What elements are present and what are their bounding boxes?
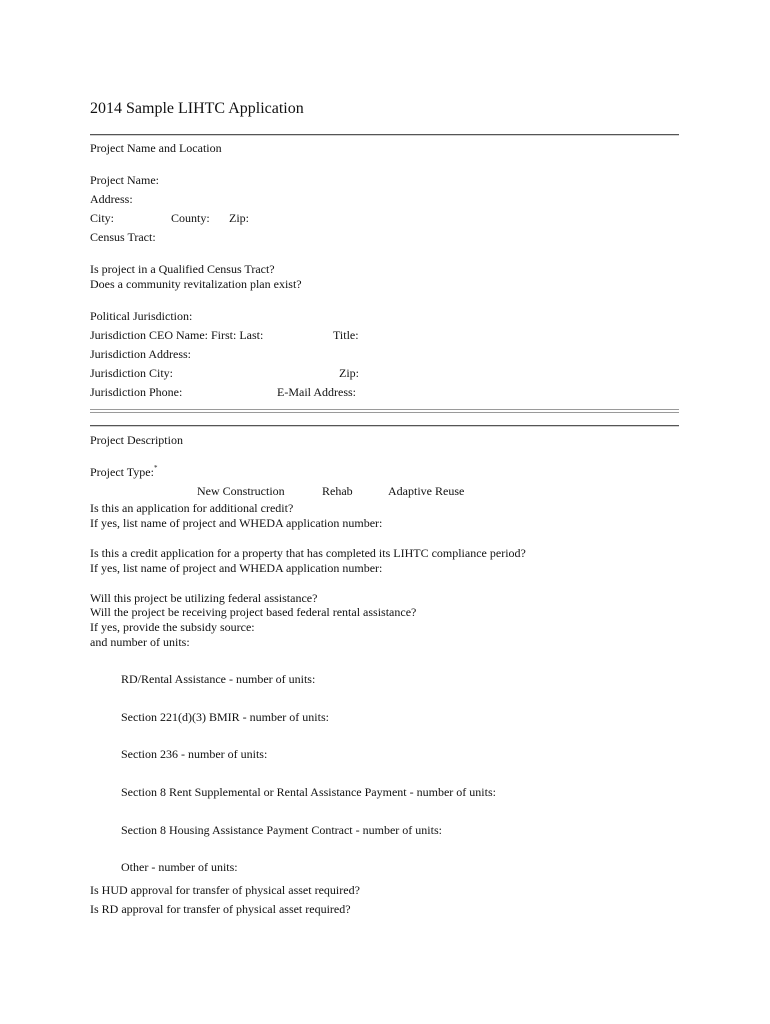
subsidy-section-8-hap: Section 8 Housing Assistance Payment Contract - number of units: bbox=[121, 823, 442, 837]
section-heading-description: Project Description bbox=[90, 433, 183, 447]
required-marker: * bbox=[153, 464, 158, 472]
rental-assistance-question: Will the project be receiving project based federal rental assistance? bbox=[90, 605, 417, 619]
hud-approval-question: Is HUD approval for transfer of physical asset required? bbox=[90, 883, 360, 897]
project-type-label bbox=[90, 465, 157, 479]
zip-label: Zip: bbox=[229, 211, 249, 225]
number-of-units-label: and number of units: bbox=[90, 635, 190, 649]
qct-question: Is project in a Qualified Census Tract? bbox=[90, 262, 275, 276]
rd-approval-question: Is RD approval for transfer of physical asset required? bbox=[90, 902, 351, 916]
title-divider bbox=[90, 134, 679, 136]
subsidy-rd-rental: RD/Rental Assistance - number of units: bbox=[121, 672, 316, 686]
ceo-title-label: Title: bbox=[333, 328, 359, 342]
subsidy-section-8-rent: Section 8 Rent Supplemental or Rental Assistance Payment - number of units: bbox=[121, 785, 496, 799]
type-option-rehab: Rehab bbox=[322, 484, 353, 498]
type-option-new-construction: New Construction bbox=[197, 484, 285, 498]
compliance-question: Is this a credit application for a property that has completed its LIHTC compliance period? bbox=[90, 546, 526, 560]
city-label: City: bbox=[90, 211, 115, 225]
political-jurisdiction-label: Political Jurisdiction: bbox=[90, 309, 193, 323]
additional-credit-question: Is this an application for additional credit? bbox=[90, 501, 294, 515]
ceo-name-label: Jurisdiction CEO Name: First: Last: bbox=[90, 328, 264, 342]
compliance-followup: If yes, list name of project and WHEDA application number: bbox=[90, 561, 383, 575]
census-tract-label: Census Tract: bbox=[90, 230, 156, 244]
subsidy-source-label: If yes, provide the subsidy source: bbox=[90, 620, 255, 634]
section-divider bbox=[90, 409, 679, 413]
additional-credit-followup: If yes, list name of project and WHEDA application number: bbox=[90, 516, 383, 530]
jurisdiction-phone-label: Jurisdiction Phone: bbox=[90, 385, 183, 399]
jurisdiction-zip-label: Zip: bbox=[339, 366, 359, 380]
email-label: E-Mail Address: bbox=[277, 385, 356, 399]
subsidy-section-236: Section 236 - number of units: bbox=[121, 747, 268, 761]
subsidy-section-221: Section 221(d)(3) BMIR - number of units: bbox=[121, 710, 329, 724]
project-type-text: Project Type: bbox=[90, 465, 154, 479]
revitalization-question: Does a community revitalization plan exist? bbox=[90, 277, 302, 291]
project-name-label: Project Name: bbox=[90, 173, 159, 187]
jurisdiction-city-label: Jurisdiction City: bbox=[90, 366, 174, 380]
section-divider-2 bbox=[90, 425, 679, 427]
jurisdiction-address-label: Jurisdiction Address: bbox=[90, 347, 191, 361]
type-option-adaptive-reuse: Adaptive Reuse bbox=[388, 484, 465, 498]
federal-assistance-question: Will this project be utilizing federal assistance? bbox=[90, 591, 318, 605]
page-title: 2014 Sample LIHTC Application bbox=[90, 100, 304, 117]
subsidy-other: Other - number of units: bbox=[121, 860, 238, 874]
section-heading-location: Project Name and Location bbox=[90, 141, 222, 155]
address-label: Address: bbox=[90, 192, 133, 206]
county-label: County: bbox=[171, 211, 210, 225]
